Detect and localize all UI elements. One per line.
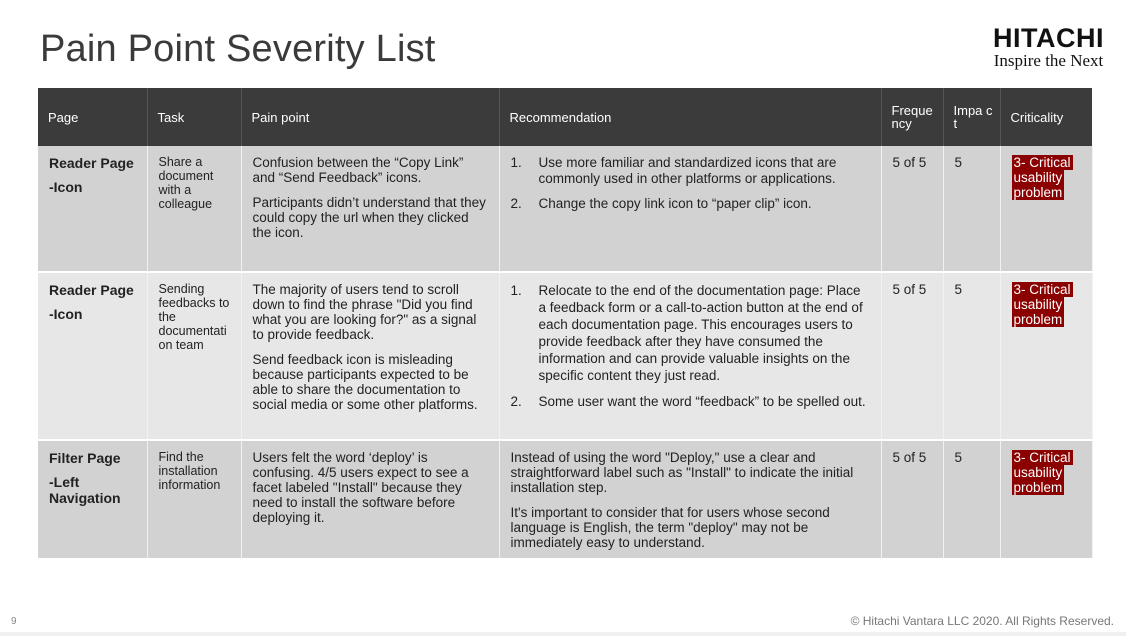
item-number: 2. (510, 394, 522, 409)
header-pain-point: Pain point (241, 88, 499, 146)
table-row (38, 440, 1092, 559)
header-impact: Impa ct (943, 88, 1000, 146)
recommendation-cell (499, 272, 881, 440)
impact-cell: 5 (943, 440, 1000, 559)
criticality-cell (1000, 272, 1092, 440)
table-row (38, 272, 1092, 440)
frequency-cell: 5 of 5 (881, 272, 943, 440)
item-text: Relocate to the end of the documentation page: Place a feedback form or a call-to-action button at the end of each documentation page. This encourages users to provide feedback after they have consumed the information and can provide valuable insights on the specific content they just read. (538, 283, 863, 383)
hitachi-logo (993, 24, 1104, 70)
footer-divider (0, 632, 1126, 636)
pain-point-text: Users felt the word ‘deploy’ is confusing. 4/5 users expect to see a facet labeled "Install" because they need to install the software before deploying it. (252, 450, 469, 525)
pain-point-cell (241, 440, 499, 559)
item-number: 1. (510, 283, 522, 298)
recommendation-item (511, 393, 870, 410)
page-name: Reader Page (49, 282, 134, 298)
pain-point-text: The majority of users tend to scroll down to find the phrase "Did you find what you are looking for?" as a signal to provide feedback. (252, 282, 477, 342)
impact-cell: 5 (943, 146, 1000, 272)
recommendation-cell (499, 440, 881, 559)
header-recommendation: Recommendation (499, 88, 881, 146)
criticality-badge: 3- Critical usability problem (1013, 282, 1071, 327)
recommendation-item (511, 196, 870, 212)
table-row (38, 146, 1092, 272)
table-header-row (38, 88, 1092, 146)
item-number: 2. (510, 196, 522, 211)
page-title: Pain Point Severity List (40, 28, 436, 70)
page-area: -Left Navigation (49, 474, 121, 506)
page-name: Filter Page (49, 450, 121, 466)
criticality-cell (1000, 146, 1092, 272)
pain-point-cell (241, 146, 499, 272)
page-area: -Icon (49, 306, 83, 322)
header-task: Task (147, 88, 241, 146)
header-frequency: Freque ncy (881, 88, 943, 146)
copyright-text: © Hitachi Vantara LLC 2020. All Rights Reserved. (850, 614, 1114, 628)
item-number: 1. (510, 155, 522, 170)
pain-point-table (38, 88, 1093, 560)
slide-number: 9 (11, 616, 17, 627)
item-text: Use more familiar and standardized icons that are commonly used in other platforms or applications. (538, 155, 837, 186)
header-criticality: Criticality (1000, 88, 1092, 146)
logo-tagline: Inspire the Next (993, 51, 1104, 70)
pain-point-text: Confusion between the “Copy Link” and “Send Feedback” icons. (252, 155, 464, 185)
item-text: Some user want the word “feedback” to be spelled out. (538, 394, 866, 409)
item-text: Change the copy link icon to “paper clip” icon. (538, 196, 812, 211)
page-area: -Icon (49, 179, 83, 195)
task-cell: Share a document with a colleague (147, 146, 241, 272)
page-cell (38, 146, 147, 272)
page-cell (38, 440, 147, 559)
pain-point-text: Participants didn’t understand that they could copy the url when they clicked the icon. (252, 195, 486, 240)
frequency-cell: 5 of 5 (881, 440, 943, 559)
page-cell (38, 272, 147, 440)
recommendation-text: Instead of using the word "Deploy," use a clear and straightforward label such as "Install" to indicate the initial installation step. (510, 450, 854, 495)
impact-cell: 5 (943, 272, 1000, 440)
header-page: Page (38, 88, 147, 146)
recommendation-item (511, 155, 870, 187)
page-name: Reader Page (49, 155, 134, 171)
task-cell: Find the installation information (147, 440, 241, 559)
recommendation-item (511, 282, 870, 384)
pain-point-cell (241, 272, 499, 440)
frequency-cell: 5 of 5 (881, 146, 943, 272)
criticality-badge: 3- Critical usability problem (1013, 450, 1071, 495)
recommendation-cell (499, 146, 881, 272)
logo-brand: HITACHI (993, 23, 1104, 53)
criticality-badge: 3- Critical usability problem (1013, 155, 1071, 200)
pain-point-text: Send feedback icon is misleading because participants expected to be able to share the documentation to social media or some other platforms. (252, 352, 478, 412)
recommendation-text: It's important to consider that for users whose second language is English, the term "deploy" may not be immediately easy to understand. (510, 505, 830, 550)
criticality-cell (1000, 440, 1092, 559)
task-cell: Sending feedbacks to the documentati on team (147, 272, 241, 440)
